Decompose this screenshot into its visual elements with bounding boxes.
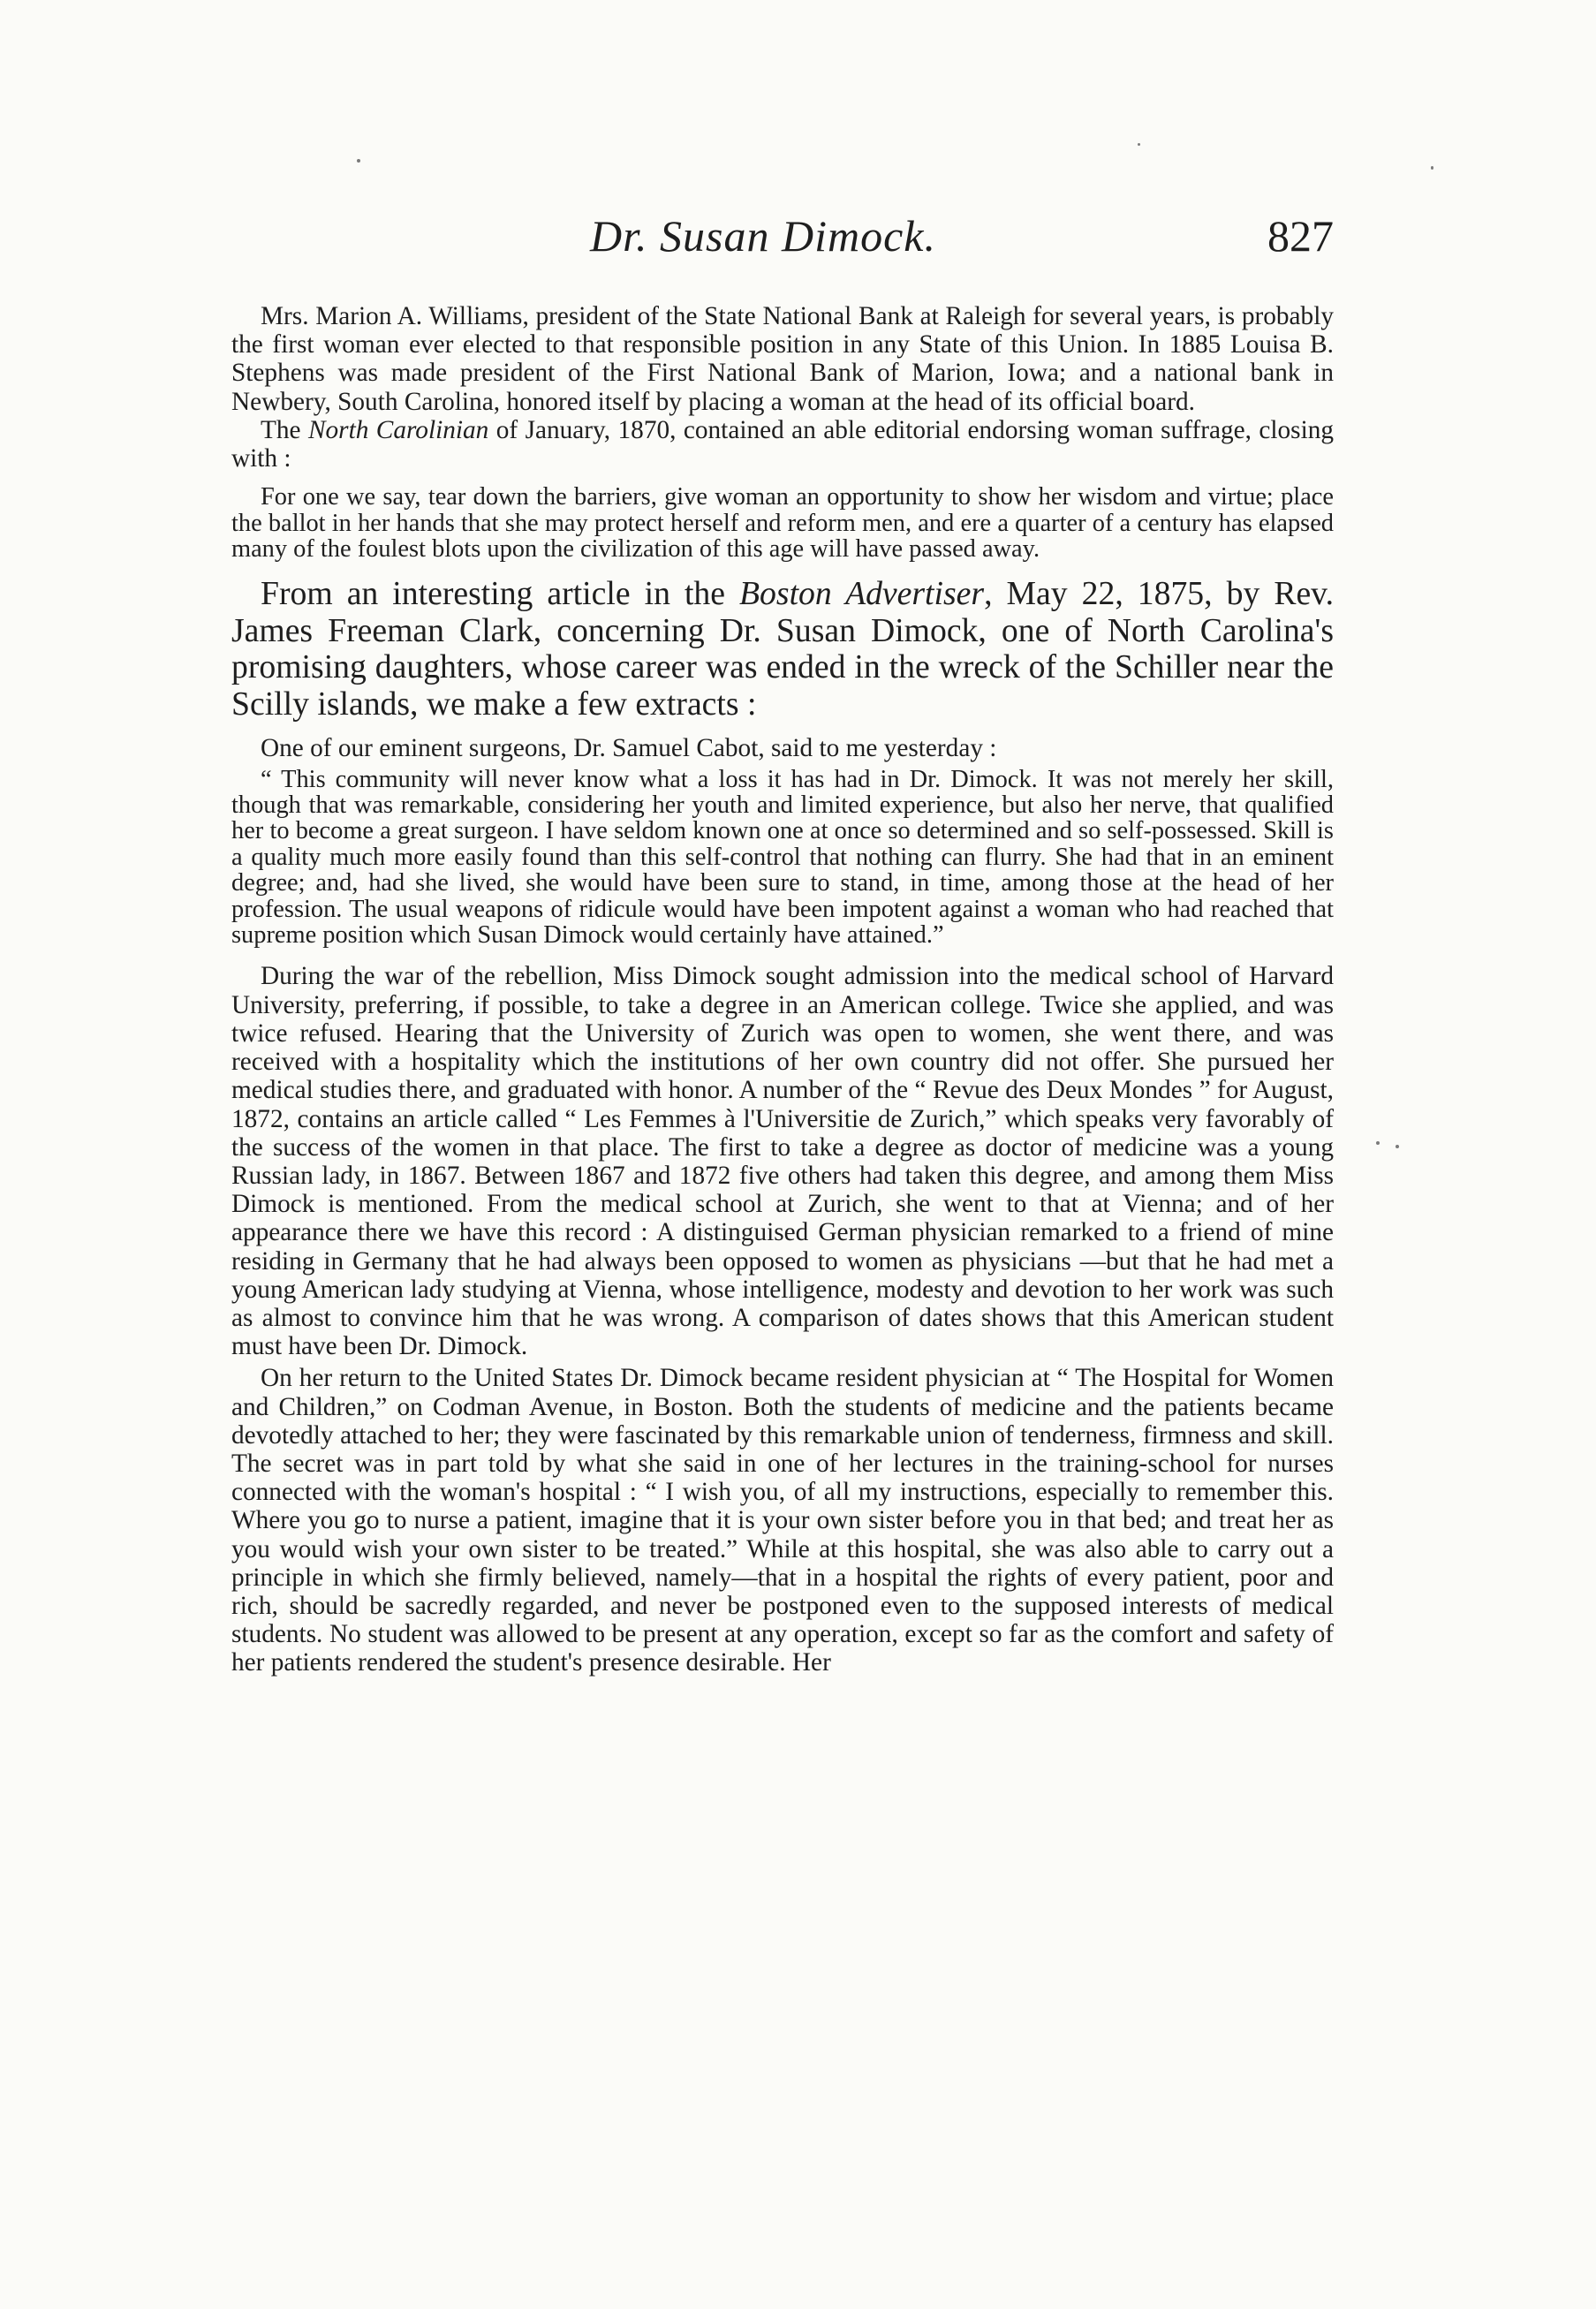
cabot-quote bbox=[231, 767, 1334, 949]
bank-section bbox=[231, 302, 1334, 473]
biography-section bbox=[231, 962, 1334, 1677]
editorial-quote bbox=[231, 484, 1334, 562]
paragraph-text: , May 22, 1875, by Rev. James Freeman Clark, concerning Dr. Susan Dimock, one of North Carolina's promising daughters, whose career was ended in the wreck of the Schiller near the Scilly islands, we make a few extracts : bbox=[231, 575, 1335, 723]
newspaper-title: North Carolinian bbox=[307, 415, 489, 444]
paragraph-text: The bbox=[261, 415, 308, 444]
paragraph-cabot-quote: “ This community will never know what a loss it has had in Dr. Dimock. It was not merely her skill, though that was remarkable, considering her youth and limited experience, but also her nerve, that qualified her to become a great surgeon. I have seldom known one at once so determined and so self-possessed. Skill is a quality much more easily found than this self-control that nothing can flurry. She had that in an eminent degree; and, had she lived, she would have been sure to stand, in time, among those at the head of her profession. The usual weapons of ridicule would have been impotent against a woman who had reached that supreme position which Susan Dimock would certainly have attained.” bbox=[231, 765, 1334, 950]
paper-speck bbox=[1396, 1145, 1399, 1148]
paragraph-return: On her return to the United States Dr. Dimock became resident physician at “ The Hospital for Women and Children,” on Codman Avenue, in Boston. Both the students of medicine and the patients became devotedly attached to her; they were fascinated by this remarkable union of tenderness, firmness and skill. The secret was in part told by what she said in one of her lectures in the training-school for nurses connected with the woman's hospital : “ I wish you, of all my instructions, especially to remember this. Where you go to nurse a patient, imagine that it is your own sister before you in that bed; and treat her as you would wish your own sister to be treated.” While at this hospital, she was also able to carry out a principle in which she firmly believed, namely—that in a hospital the rights of every patient, poor and rich, should be sacredly regarded, and never be postponed even to the supposed interests of medical students. No student was allowed to be present at any operation, except so far as the comfort and safety of her patients rendered the student's presence desirable. Her bbox=[231, 1364, 1334, 1677]
paragraph-text: From an interesting article in the bbox=[261, 575, 740, 613]
paper-speck bbox=[1376, 1141, 1380, 1145]
paragraph-north-carolinian bbox=[231, 416, 1334, 473]
paper-speck bbox=[1431, 166, 1433, 170]
paragraph-intro bbox=[231, 576, 1334, 723]
newspaper-title: Boston Advertiser bbox=[739, 575, 985, 613]
paper-speck bbox=[357, 159, 360, 163]
paragraph-editorial-quote: For one we say, tear down the barriers, give woman an opportunity to show her wisdom and virtue; place the ballot in her hands that she may protect herself and reform men, and ere a quarter of a century has elapsed many of the foulest blots upon the civilization of this age will have passed away. bbox=[231, 483, 1334, 564]
page-body bbox=[231, 302, 1334, 1677]
extract-lead bbox=[231, 734, 1334, 762]
paper-speck bbox=[1138, 143, 1140, 146]
running-title: Dr. Susan Dimock. bbox=[590, 211, 936, 261]
page-header bbox=[231, 210, 1334, 272]
paragraph-war: During the war of the rebellion, Miss Dimock sought admission into the medical school of Harvard University, preferring, if possible, to take a degree in an American college. Twice she applied, and was twice refused. Hearing that the University of Zurich was open to women, she went there, and was received with a hospitality which the institutions of her own country did not offer. She pursued her medical studies there, and graduated with honor. A number of the “ Revue des Deux Mondes ” for August, 1872, contains an article called “ Les Femmes à l'Universitie de Zurich,” which speaks very favorably of the success of the women in that place. The first to take a degree as doctor of medicine was a young Russian lady, in 1867. Between 1867 and 1872 five others had taken this degree, and among them Miss Dimock is mentioned. From the medical school at Zurich, she went to that at Vienna; and of her appearance there we have this record : A distinguised German physician remarked to a friend of mine residing in Germany that he had always been opposed to women as physicians —but that he had met a young American lady studying at Vienna, whose intelligence, modesty and devotion to her work was such as almost to convince him that he was wrong. A comparison of dates shows that this American student must have been Dr. Dimock. bbox=[231, 962, 1334, 1361]
article-intro bbox=[231, 576, 1334, 723]
paragraph-williams: Mrs. Marion A. Williams, president of the State National Bank at Raleigh for several years, is probably the first woman ever elected to that responsible position in any State of this Union. In 1885 Louisa B. Stephens was made president of the First National Bank of Marion, Iowa; and a national bank in Newbery, South Carolina, honored itself by placing a woman at the head of its official board. bbox=[231, 302, 1334, 416]
paragraph-cabot-lead: One of our eminent surgeons, Dr. Samuel Cabot, said to me yesterday : bbox=[261, 734, 997, 763]
page-number: 827 bbox=[1267, 211, 1334, 261]
paragraph-text: of January, 1870, contained an able editorial endorsing woman suffrage, closing with : bbox=[231, 415, 1335, 473]
